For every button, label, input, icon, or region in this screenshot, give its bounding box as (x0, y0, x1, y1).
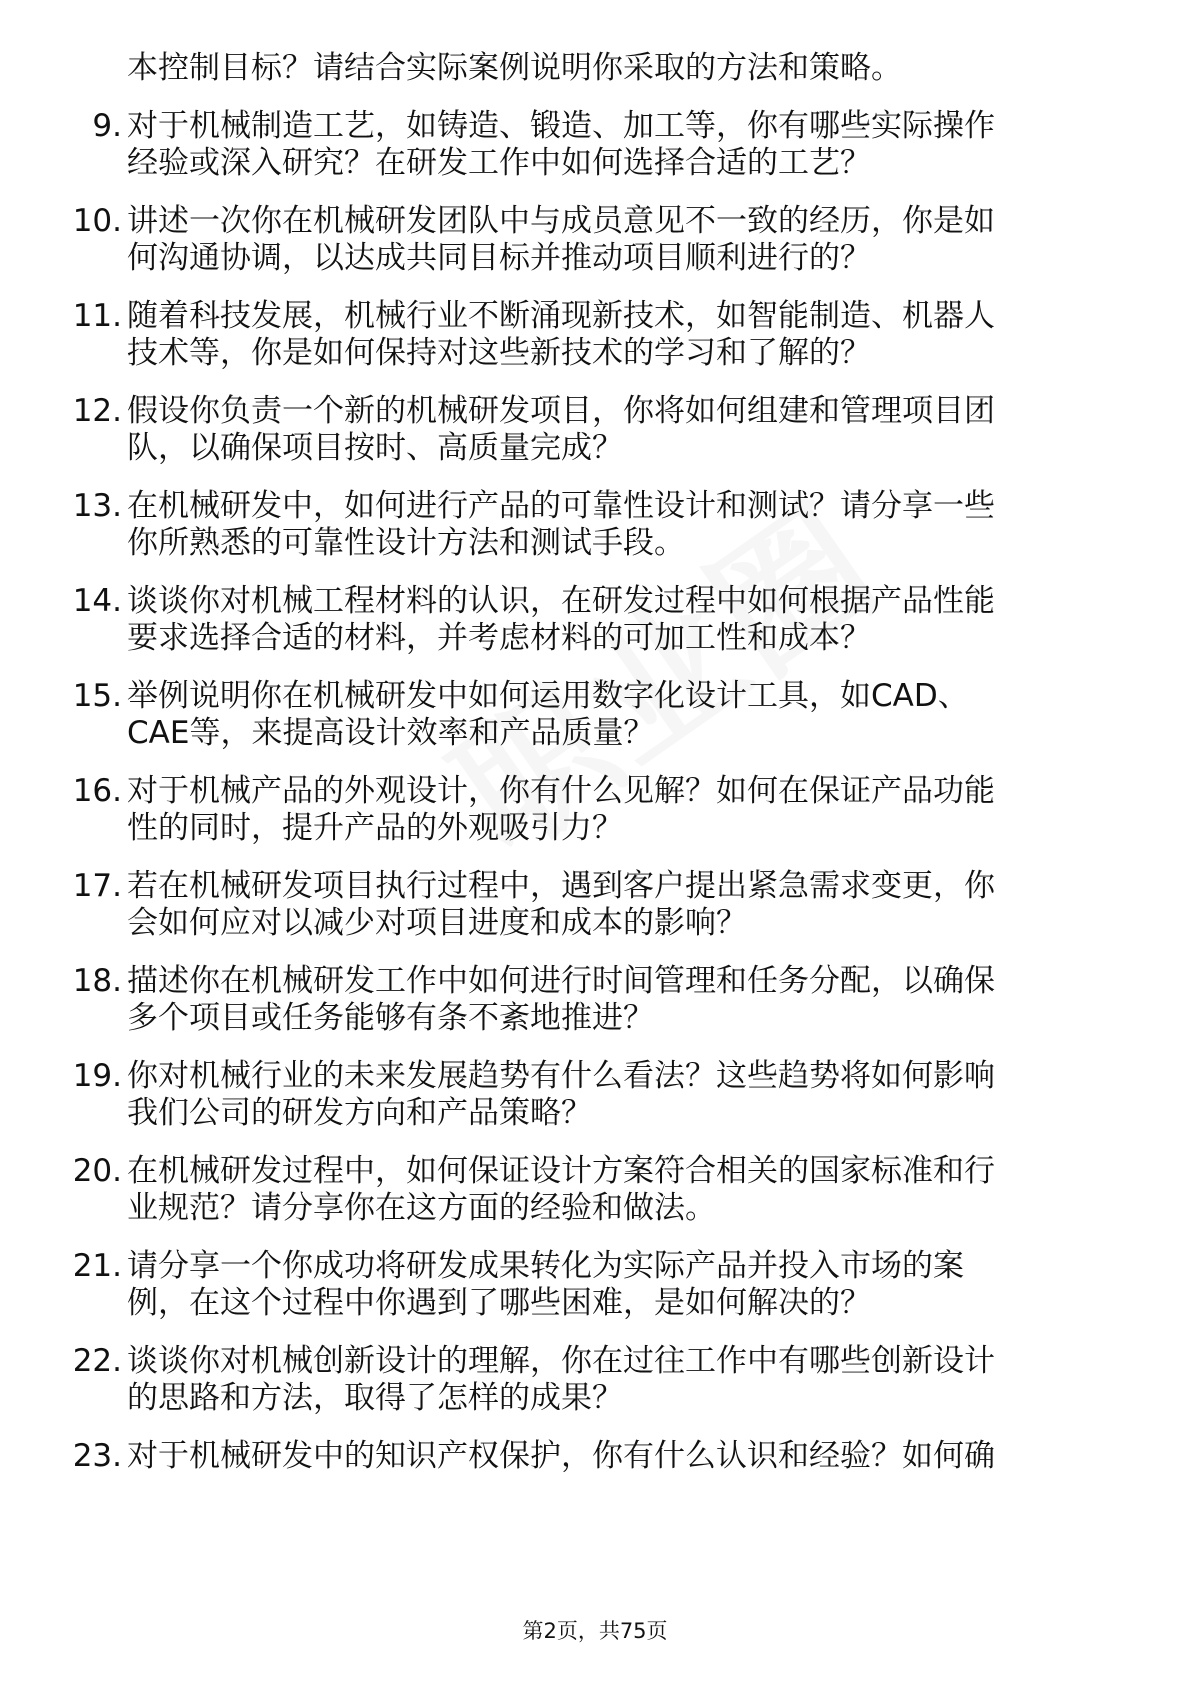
question-line: 你所熟悉的可靠性设计方法和测试手段。 (127, 525, 685, 561)
page-footer: 第2页，共75页 (522, 1619, 668, 1643)
question-line: 会如何应对以减少对项目进度和成本的影响？ (127, 905, 747, 941)
question-number: 18. (72, 963, 122, 999)
continuation-line: 本控制目标？请结合实际案例说明你采取的方法和策略。 (127, 50, 902, 86)
question-line: 谈谈你对机械工程材料的认识，在研发过程中如何根据产品性能 (127, 583, 995, 619)
question-line: 在机械研发中，如何进行产品的可靠性设计和测试？请分享一些 (127, 488, 995, 524)
question-line: 对于机械研发中的知识产权保护，你有什么认识和经验？如何确 (127, 1438, 995, 1474)
question-number: 13. (72, 488, 122, 524)
question-line: 请分享一个你成功将研发成果转化为实际产品并投入市场的案 (127, 1248, 964, 1284)
question-number: 10. (72, 203, 122, 239)
question-line: 你对机械行业的未来发展趋势有什么看法？这些趋势将如何影响 (127, 1058, 995, 1094)
question-line: CAE等，来提高设计效率和产品质量？ (127, 715, 655, 751)
question-line: 多个项目或任务能够有条不紊地推进？ (127, 1000, 654, 1036)
question-line: 若在机械研发项目执行过程中，遇到客户提出紧急需求变更，你 (127, 868, 995, 904)
question-line: 举例说明你在机械研发中如何运用数字化设计工具，如CAD、 (127, 678, 969, 714)
question-number: 11. (72, 298, 122, 334)
question-line: 技术等，你是如何保持对这些新技术的学习和了解的？ (127, 335, 871, 371)
question-line: 描述你在机械研发工作中如何进行时间管理和任务分配，以确保 (127, 963, 995, 999)
question-line: 的思路和方法，取得了怎样的成果？ (127, 1380, 623, 1416)
question-line: 业规范？请分享你在这方面的经验和做法。 (127, 1190, 716, 1226)
question-line: 讲述一次你在机械研发团队中与成员意见不一致的经历，你是如 (127, 203, 995, 239)
question-number: 15. (72, 678, 122, 714)
question-line: 性的同时，提升产品的外观吸引力？ (127, 810, 623, 846)
question-number: 14. (72, 583, 122, 619)
question-line: 队，以确保项目按时、高质量完成？ (127, 430, 623, 466)
question-line: 我们公司的研发方向和产品策略？ (127, 1095, 592, 1131)
question-line: 谈谈你对机械创新设计的理解，你在过往工作中有哪些创新设计 (127, 1343, 995, 1379)
question-number: 17. (72, 868, 122, 904)
question-number: 22. (72, 1343, 122, 1379)
question-number: 23. (72, 1438, 122, 1474)
question-line: 在机械研发过程中，如何保证设计方案符合相关的国家标准和行 (127, 1153, 995, 1189)
question-line: 对于机械制造工艺，如铸造、锻造、加工等，你有哪些实际操作 (127, 108, 995, 144)
question-number: 21. (72, 1248, 122, 1284)
question-number: 12. (72, 393, 122, 429)
question-number: 19. (72, 1058, 122, 1094)
question-number: 20. (72, 1153, 122, 1189)
question-number: 9. (92, 108, 122, 144)
question-line: 经验或深入研究？在研发工作中如何选择合适的工艺？ (127, 145, 871, 181)
question-line: 要求选择合适的材料，并考虑材料的可加工性和成本？ (127, 620, 871, 656)
question-line: 对于机械产品的外观设计，你有什么见解？如何在保证产品功能 (127, 773, 995, 809)
question-line: 假设你负责一个新的机械研发项目，你将如何组建和管理项目团 (127, 393, 995, 429)
question-line: 例，在这个过程中你遇到了哪些困难，是如何解决的？ (127, 1285, 871, 1321)
question-number: 16. (72, 773, 122, 809)
question-line: 随着科技发展，机械行业不断涌现新技术，如智能制造、机器人 (127, 298, 995, 334)
question-line: 何沟通协调，以达成共同目标并推动项目顺利进行的？ (127, 240, 871, 276)
